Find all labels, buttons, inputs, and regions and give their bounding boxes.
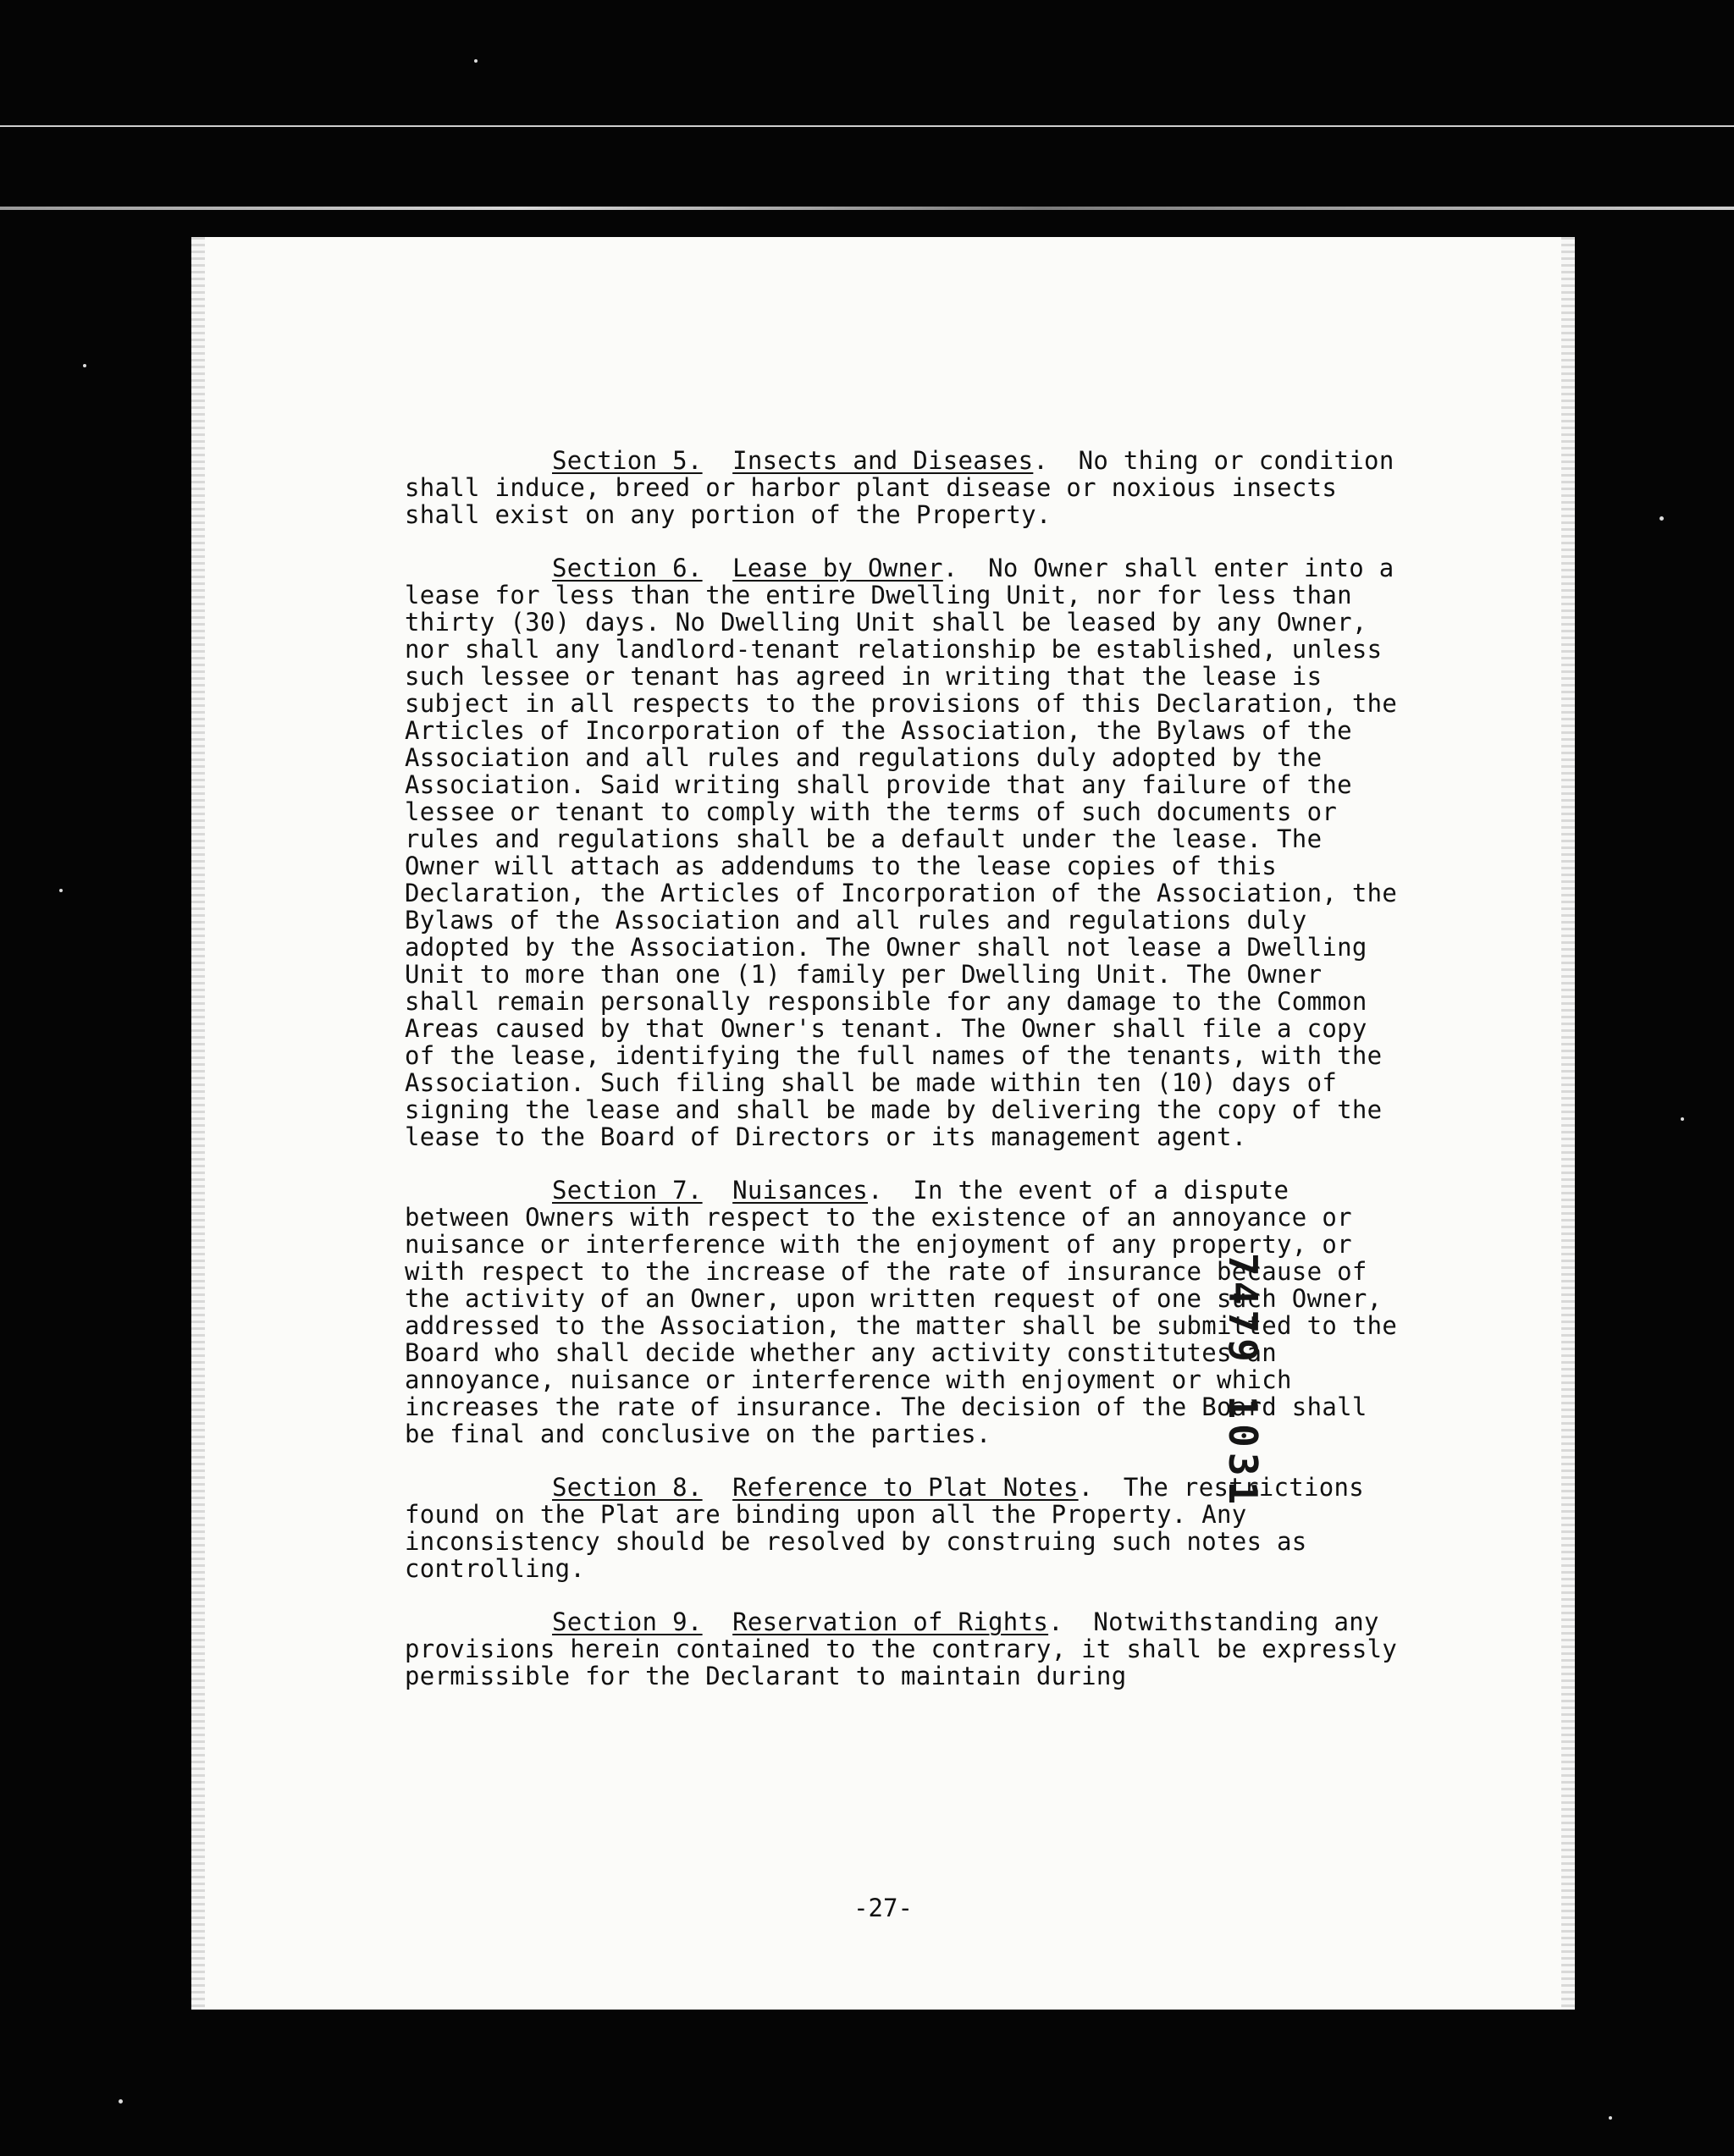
section-5: Section 5. Insects and Diseases. No thing or condition shall induce, breed or harbor plant disease or noxious insects shall exist on any portion of the Property. bbox=[405, 446, 1394, 529]
section-title: Reservation of Rights bbox=[732, 1607, 1049, 1636]
document-body bbox=[405, 447, 1404, 1716]
scan-border-line bbox=[0, 125, 1734, 127]
section-title: Reference to Plat Notes bbox=[732, 1473, 1079, 1502]
section-8: Section 8. Reference to Plat Notes. The restrictions found on the Plat are binding upon all the Property. Any inconsistency should be resolved by construing such notes as controlling. bbox=[405, 1473, 1365, 1583]
scan-speck bbox=[119, 2099, 123, 2104]
scan-speck bbox=[1681, 1117, 1684, 1121]
section-title: Nuisances bbox=[732, 1176, 868, 1205]
scan-speck bbox=[1659, 516, 1664, 521]
section-text: In the event of a dispute between Owners with respect to the existence of an annoyance or nuisance or interference with the enjoyment of any property, or with respect to the increase of the rate of insurance because of the activity of an Owner, upon written request of one such Owner, addressed to the Association, the matter shall be submitted to the Board who shall decide whether any activity constitutes an annoyance, nuisance or interference with enjoyment or which increases the rate of insurance. The decision of the Board shall be final and conclusive on the parties. bbox=[405, 1176, 1398, 1448]
recording-stamp: 7479 1031 bbox=[1220, 1253, 1266, 1510]
section-title: Lease by Owner bbox=[732, 554, 943, 582]
section-text: Notwithstanding any provisions herein contained to the contrary, it shall be expressly permissible for the Declarant to maintain during bbox=[405, 1607, 1398, 1690]
section-6: Section 6. Lease by Owner. No Owner shall enter into a lease for less than the entire Dwelling Unit, nor for less than thirty (30) days. No Dwelling Unit shall be leased by any Owner, nor shall any landlord-tenant relationship be established, unless such lessee or tenant has agreed in writing that the lease is subject in all respects to the provisions of this Declaration, the Articles of Incorporation of the Association, the Bylaws of the Association and all rules and regulations duly adopted by the Association. Said writing shall provide that any failure of the lessee or tenant to comply with the terms of such documents or rules and regulations shall be a default under the lease. The Owner will attach as addendums to the lease copies of this Declaration, the Articles of Incorporation of the Association, the Bylaws of the Association and all rules and regulations duly adopted by the Association. The Owner shall not lease a Dwelling Unit to more than one (1) family per Dwelling Unit. The Owner shall remain personally responsible for any damage to the Common Areas caused by that Owner's tenant. The Owner shall file a copy of the lease, identifying the full names of the tenants, with the Association. Such filing shall be made within ten (10) days of signing the lease and shall be made by delivering the copy of the lease to the Board of Directors or its management agent. bbox=[405, 554, 1398, 1151]
section-title: Insects and Diseases bbox=[732, 446, 1034, 475]
section-number: Section 6. bbox=[552, 554, 703, 582]
scan-speck bbox=[59, 889, 63, 892]
section-number: Section 7. bbox=[552, 1176, 703, 1205]
section-7: Section 7. Nuisances. In the event of a dispute between Owners with respect to the existence of an annoyance or nuisance or interference with the enjoyment of any property, or with respect to the increase of the rate of insurance because of the activity of an Owner, upon written request of one such Owner, addressed to the Association, the matter shall be submitted to the Board who shall decide whether any activity constitutes an annoyance, nuisance or interference with enjoyment or which increases the rate of insurance. The decision of the Board shall be final and conclusive on the parties. bbox=[405, 1176, 1398, 1448]
scan-border-line bbox=[0, 207, 1734, 210]
section-9: Section 9. Reservation of Rights. Notwithstanding any provisions herein contained to the contrary, it shall be expressly permissible for the Declarant to maintain during bbox=[405, 1607, 1398, 1690]
section-number: Section 9. bbox=[552, 1607, 703, 1636]
section-text: The restrictions found on the Plat are binding upon all the Property. Any inconsistency should be resolved by construing such notes as controlling. bbox=[405, 1473, 1365, 1583]
page-left-edge bbox=[191, 237, 205, 2010]
document-page bbox=[191, 237, 1575, 2010]
scan-speck bbox=[1609, 2116, 1612, 2120]
page-number: -27- bbox=[853, 1894, 913, 1922]
section-number: Section 5. bbox=[552, 446, 703, 475]
scan-speck bbox=[83, 364, 86, 367]
scan-speck bbox=[474, 59, 478, 63]
section-number: Section 8. bbox=[552, 1473, 703, 1502]
section-text: No Owner shall enter into a lease for less than the entire Dwelling Unit, nor for less than thirty (30) days. No Dwelling Unit shall be leased by any Owner, nor shall any landlord-tenant relationship be established, unless such lessee or tenant has agreed in writing that the lease is subject in all respects to the provisions of this Declaration, the Articles of Incorporation of the Association, the Bylaws of the Association and all rules and regulations duly adopted by the Association. Said writing shall provide that any failure of the lessee or tenant to comply with the terms of such documents or rules and regulations shall be a default under the lease. The Owner will attach as addendums to the lease copies of this Declaration, the Articles of Incorporation of the Association, the Bylaws of the Association and all rules and regulations duly adopted by the Association. The Owner shall not lease a Dwelling Unit to more than one (1) family per Dwelling Unit. The Owner shall remain personally responsible for any damage to the Common Areas caused by that Owner's tenant. The Owner shall file a copy of the lease, identifying the full names of the tenants, with the Association. Such filing shall be made within ten (10) days of signing the lease and shall be made by delivering the copy of the lease to the Board of Directors or its management agent. bbox=[405, 554, 1398, 1151]
page-right-edge bbox=[1561, 237, 1575, 2010]
section-text: No thing or condition shall induce, breed or harbor plant disease or noxious insects shall exist on any portion of the Property. bbox=[405, 446, 1394, 529]
